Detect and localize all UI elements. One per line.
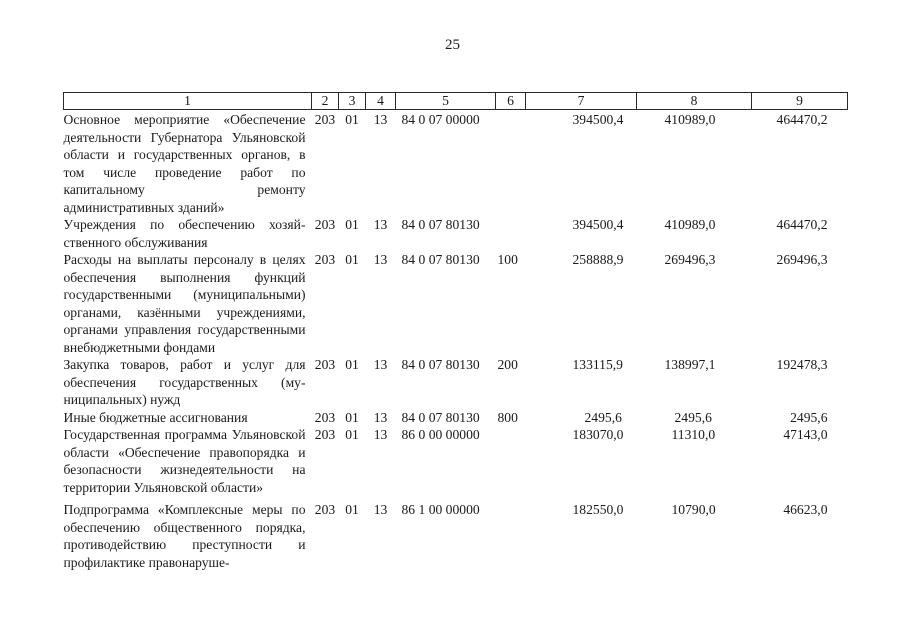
column-header: 8 (637, 93, 752, 110)
cell-sum-1: 394500,4 (572, 217, 624, 232)
cell-sum-3: 464470,2 (776, 112, 828, 127)
cell-vr: 800 (497, 409, 518, 425)
cell-sum-3: 269496,3 (776, 252, 828, 267)
cell-rz: 01 (345, 427, 359, 442)
cell-sum-1: 182550,0 (572, 502, 624, 517)
cell-pr: 13 (373, 112, 388, 127)
cell-sum-3: 46623,0 (783, 502, 828, 517)
cell-vr: 100 (497, 252, 518, 267)
cell-rz: 01 (345, 252, 359, 267)
cell-sum-1: 133115,9 (572, 357, 623, 372)
table-row (64, 426, 848, 496)
column-header: 5 (396, 93, 496, 110)
cell-rz: 01 (345, 502, 359, 517)
cell-csr: 84 0 07 80130 (401, 409, 480, 425)
column-header: 7 (526, 93, 637, 110)
cell-rz: 01 (345, 409, 359, 425)
table-row (64, 409, 848, 427)
cell-sum-3: 192478,3 (776, 357, 828, 372)
row-name: Расходы на выплаты персоналу в целях обеспечения выполнения функций государственными (муниципальными) органами, казёнными учреждениями, органами управления государственными внебюджетными фондами (63, 252, 306, 355)
column-header: 3 (339, 93, 366, 110)
row-name: Иные бюджетные ассигнования (63, 409, 248, 425)
cell-csr: 84 0 07 00000 (401, 112, 480, 127)
cell-sum-2: 2495,6 (674, 409, 712, 425)
table-row (64, 356, 848, 409)
column-header: 1 (64, 93, 312, 110)
row-name: Учреждения по обеспечению хозяйственного обслуживания (63, 217, 306, 250)
cell-sum-2: 11310,0 (671, 427, 716, 442)
cell-ved: 203 (314, 427, 336, 442)
cell-sum-2: 138997,1 (664, 357, 716, 372)
cell-vr (496, 496, 526, 571)
cell-sum-1: 2495,6 (584, 409, 622, 425)
cell-ved: 203 (314, 217, 336, 232)
cell-sum-3: 47143,0 (783, 427, 828, 442)
cell-sum-2: 10790,0 (671, 502, 716, 517)
cell-rz: 01 (345, 112, 359, 127)
cell-pr: 13 (373, 427, 388, 442)
table-row (64, 251, 848, 356)
cell-ved: 203 (314, 252, 336, 267)
column-header: 6 (496, 93, 526, 110)
cell-csr: 84 0 07 80130 (401, 252, 480, 267)
cell-sum-1: 258888,9 (572, 252, 624, 267)
cell-ved: 203 (314, 409, 336, 425)
row-name: Закупка товаров, работ и услуг для обеспечения государственных (муниципальных) нужд (63, 357, 306, 407)
column-header: 9 (752, 93, 848, 110)
budget-table (63, 92, 848, 571)
cell-pr: 13 (373, 252, 388, 267)
cell-vr (496, 426, 526, 496)
cell-sum-2: 269496,3 (664, 252, 716, 267)
page-number: 25 (445, 37, 460, 53)
cell-rz: 01 (345, 217, 359, 232)
cell-sum-3: 464470,2 (776, 217, 828, 232)
table-row (64, 496, 848, 571)
table-row (64, 216, 848, 251)
row-name: Государственная программа Ульяновской области «Обеспечение правопорядка и безопасности жизнедеятельности на территории Ульяновской области» (63, 427, 306, 495)
cell-rz: 01 (345, 357, 359, 372)
cell-vr (496, 110, 526, 217)
column-header: 2 (312, 93, 339, 110)
cell-sum-1: 183070,0 (572, 427, 624, 442)
cell-csr: 86 0 00 00000 (401, 427, 480, 442)
cell-pr: 13 (373, 502, 388, 517)
cell-ved: 203 (314, 112, 336, 127)
table-row (64, 110, 848, 217)
cell-pr: 13 (373, 357, 388, 372)
cell-vr (496, 216, 526, 251)
row-name: Подпрограмма «Комплексные меры по обеспечению общественного порядка, противодействию преступности и профилактике правонаруше- (63, 502, 306, 570)
cell-sum-3: 2495,6 (790, 409, 828, 425)
cell-sum-1: 394500,4 (572, 112, 624, 127)
column-header: 4 (366, 93, 396, 110)
cell-ved: 203 (314, 502, 336, 517)
cell-csr: 84 0 07 80130 (401, 357, 480, 372)
cell-ved: 203 (314, 357, 336, 372)
cell-csr: 84 0 07 80130 (401, 217, 480, 232)
row-name: Основное мероприятие «Обеспечение деятельности Губернатора Ульяновской области и государственных органов, в том числе проведение работ по капитальному ремонту административных зданий» (63, 112, 306, 215)
cell-pr: 13 (373, 409, 388, 425)
cell-csr: 86 1 00 00000 (401, 502, 480, 517)
cell-sum-2: 410989,0 (664, 217, 716, 232)
cell-pr: 13 (373, 217, 388, 232)
header-row (64, 93, 848, 110)
cell-sum-2: 410989,0 (664, 112, 716, 127)
cell-vr: 200 (497, 357, 518, 372)
